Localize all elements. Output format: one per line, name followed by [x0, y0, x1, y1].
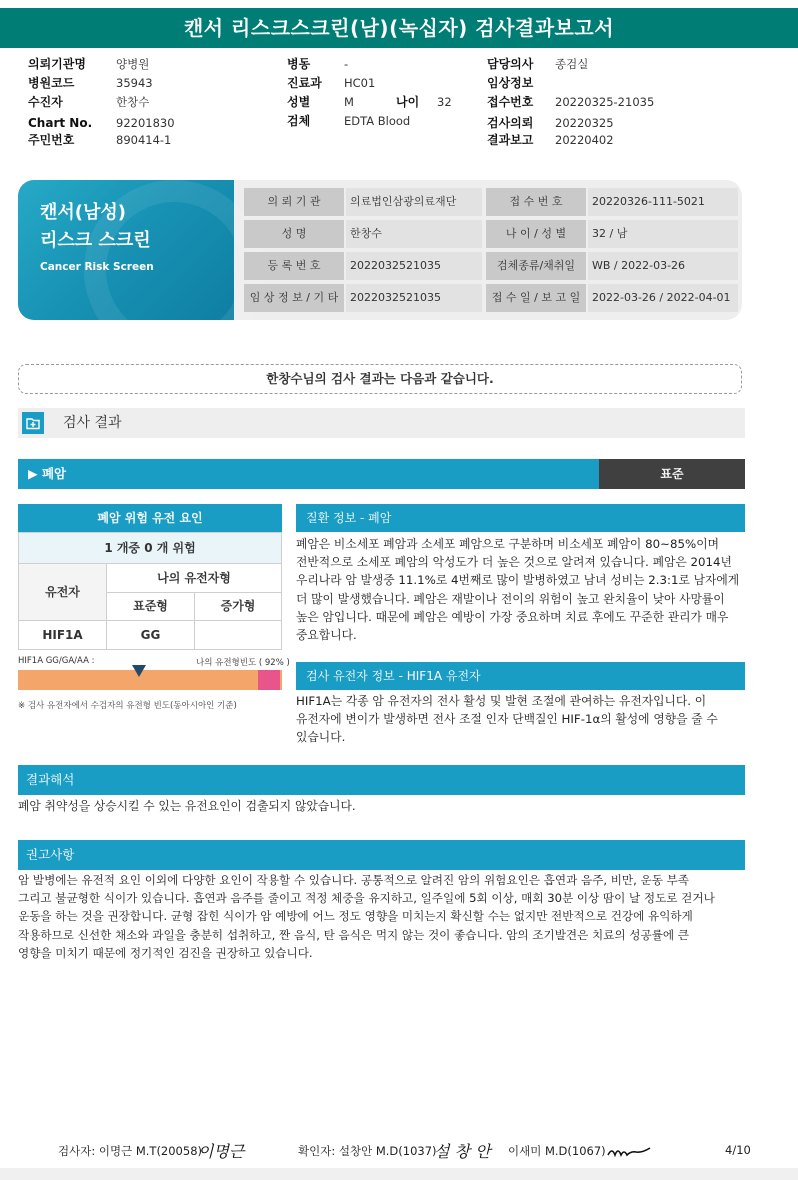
label-patient: 수진자 — [28, 95, 63, 109]
label-resident-no: 주민번호 — [28, 133, 75, 147]
brand-subtitle: Cancer Risk Screen — [40, 261, 154, 273]
recommendation-header: 권고사항 — [18, 840, 745, 870]
brand-title-line2: 리스크 스크린 — [40, 230, 151, 251]
label-doctor: 담당의사 — [487, 57, 534, 71]
label-ward: 병동 — [287, 57, 311, 71]
cancer-name: ▶ 폐암 — [18, 459, 599, 489]
confirmer-credit: 확인자: 설창안 M.D(1037) — [298, 1144, 437, 1158]
second-signature-icon — [606, 1143, 652, 1161]
label-sex: 성별 — [287, 95, 311, 109]
grid-value-institution: 의료법인삼광의료재단 — [346, 188, 482, 216]
recommendation-line: 암 발병에는 유전적 요인 이외에 다양한 요인이 작용할 수 있습니다. 공통적으로 알려진 암의 위험요인은 흡연과 음주, 비만, 운동 부족 — [18, 873, 689, 887]
disease-line: 폐암은 비소세포 폐암과 소세포 폐암으로 구분하며 비소세포 폐암이 80~85%이며 — [296, 537, 719, 551]
gene-info-text — [296, 692, 718, 747]
grid-value-reg-no: 2022032521035 — [346, 252, 482, 280]
report-title: 캔서 리스크스크린(남)(녹십자) 검사결과보고서 — [0, 8, 798, 48]
label-age: 나이 — [396, 95, 420, 109]
disease-info-header: 질환 정보 - 폐암 — [296, 504, 745, 532]
row-standard-genotype: GG — [106, 620, 195, 650]
interpretation-text: 폐암 취약성을 상승시킬 수 있는 유전요인이 검출되지 않았습니다. — [18, 799, 356, 813]
label-receipt-no: 접수번호 — [487, 95, 534, 109]
value-institution: 양병원 — [116, 57, 150, 71]
result-summary: 한창수님의 검사 결과는 다음과 같습니다. — [18, 364, 742, 394]
freq-my-label: 나의 유전형빈도 ( 92% ) — [196, 658, 290, 668]
label-result-report: 결과보고 — [487, 133, 534, 147]
value-department: HC01 — [344, 76, 376, 90]
freq-gene-label: HIF1A GG/GA/AA : — [18, 656, 95, 666]
value-test-request: 20220325 — [555, 116, 614, 130]
bottom-strip — [0, 1168, 798, 1180]
label-test-request: 검사의뢰 — [487, 116, 534, 130]
section-title-text: 검사 결과 — [63, 415, 122, 431]
disease-line: 전반적으로 소세포 폐암의 악성도가 더 높은 것으로 알려져 있습니다. 폐암은 2014년 — [296, 555, 732, 570]
value-doctor: 종검실 — [555, 57, 589, 71]
col-my-genotype: 나의 유전자형 — [106, 563, 282, 593]
gene-table-header: 폐암 위험 유전 요인 — [18, 504, 282, 532]
confirmer-signature: 설 창 안 — [434, 1142, 491, 1161]
risk-count: 1 개중 0 개 위험 — [18, 532, 282, 564]
value-age: 32 — [437, 95, 452, 109]
row-gene-name: HIF1A — [18, 620, 107, 650]
examiner-signature: 이명근 — [198, 1142, 245, 1161]
label-department: 진료과 — [287, 76, 322, 90]
cancer-type-bar — [18, 459, 745, 489]
patient-header — [28, 55, 788, 155]
gene-info-header: 검사 유전자 정보 - HIF1A 유전자 — [296, 662, 745, 690]
frequency-note: ※ 검사 유전자에서 수검자의 유전형 빈도(동아시아인 기준) — [18, 701, 237, 711]
frequency-segment-high — [258, 670, 280, 690]
grid-label-specimen: 검체종류/채취일 — [486, 252, 586, 280]
label-specimen: 검체 — [287, 114, 311, 128]
label-clinical-info: 임상정보 — [487, 76, 534, 90]
grid-value-dates: 2022-03-26 / 2022-04-01 — [588, 284, 738, 312]
value-specimen: EDTA Blood — [344, 114, 411, 128]
grid-label-reg-no: 등 록 번 호 — [244, 252, 344, 280]
grid-label-institution: 의 뢰 기 관 — [244, 188, 344, 216]
brand-panel — [18, 180, 234, 320]
value-hospital-code: 35943 — [116, 76, 153, 90]
value-resident-no: 890414-1 — [116, 133, 172, 147]
grid-value-age-sex: 32 / 남 — [588, 220, 738, 248]
value-sex: M — [344, 95, 354, 109]
section-test-results — [18, 408, 745, 438]
disease-line: 높은 암입니다. 때문에 폐암은 예방이 가장 중요하며 치료 후에도 꾸준한 관리가 매우 — [296, 609, 729, 624]
gene-line: 있습니다. — [296, 730, 346, 745]
page-number: 4/10 — [725, 1143, 751, 1157]
grid-label-name: 성 명 — [244, 220, 344, 248]
recommendation-line: 작용하므로 신선한 채소와 과일을 충분히 섭취하고, 짠 음식, 탄 음식은 먹지 않는 것이 좋습니다. 암의 조기발견은 치료의 성공률에 큰 — [18, 927, 689, 942]
label-chart-no: Chart No. — [28, 116, 93, 130]
examiner-credit: 검사자: 이명근 M.T(20058) — [58, 1144, 202, 1158]
cancer-status-badge: 표준 — [599, 459, 745, 489]
grid-value-name: 한창수 — [346, 220, 482, 248]
recommendation-text — [18, 871, 715, 962]
disease-line: 우리나라 암 발생중 11.1%로 4번째로 많이 발병하였고 남녀 성비는 2.3:1로 남자에게 — [296, 573, 740, 588]
label-hospital-code: 병원코드 — [28, 76, 75, 90]
frequency-bar — [18, 670, 282, 690]
disease-line: 중요합니다. — [296, 628, 357, 643]
disease-line: 더 많이 발생했습니다. 폐암은 재발이나 전이의 위험이 높고 완치율이 낮아 사망률이 — [296, 591, 725, 606]
value-patient: 한창수 — [116, 95, 150, 109]
value-ward: - — [344, 57, 349, 71]
col-increased: 증가형 — [194, 592, 282, 621]
gene-line: 유전자에 변이가 발생하면 전사 조절 인자 단백질인 HIF-1α의 활성에 영향을 줄 수 — [296, 712, 718, 727]
second-confirmer-credit: 이새미 M.D(1067) — [508, 1144, 606, 1158]
brand-title-line1: 캔서(남성) — [40, 202, 127, 223]
recommendation-line: 영향을 미치기 때문에 정기적인 검진을 권장하고 있습니다. — [18, 945, 313, 960]
value-result-report: 20220402 — [555, 133, 614, 147]
grid-label-dates: 접 수 일 / 보 고 일 — [486, 284, 586, 312]
grid-label-clinical: 임 상 정 보 / 기 타 — [244, 284, 344, 312]
grid-value-clinical: 2022032521035 — [346, 284, 482, 312]
value-receipt-no: 20220325-21035 — [555, 95, 655, 109]
interpretation-header: 결과해석 — [18, 765, 745, 795]
frequency-pointer — [132, 665, 146, 677]
disease-info-text — [296, 535, 739, 644]
info-grid — [244, 188, 738, 312]
grid-value-specimen: WB / 2022-03-26 — [588, 252, 738, 280]
folder-icon — [22, 412, 44, 434]
gene-line: HIF1A는 각종 암 유전자의 전사 활성 및 발현 조절에 관여하는 유전자입니다. 이 — [296, 694, 707, 708]
recommendation-line: 그리고 불균형한 식이가 있습니다. 흡연과 음주를 줄이고 적정 체중을 유지하고, 일주일에 5회 이상, 매회 30분 이상 땀이 날 정도로 걷거나 — [18, 891, 715, 906]
grid-value-receipt: 20220326-111-5021 — [588, 188, 738, 216]
grid-label-receipt: 접 수 번 호 — [486, 188, 586, 216]
grid-label-age-sex: 나 이 / 성 별 — [486, 220, 586, 248]
info-card — [18, 180, 742, 320]
value-chart-no: 92201830 — [116, 116, 175, 130]
col-standard: 표준형 — [106, 592, 195, 621]
col-gene: 유전자 — [18, 563, 107, 621]
recommendation-line: 운동을 하는 것을 권장합니다. 균형 잡힌 식이가 암 예방에 어느 정도 영향을 미치는지 확신할 수는 없지만 전반적으로 건강에 유익하게 — [18, 909, 693, 924]
label-institution: 의뢰기관명 — [28, 57, 86, 71]
row-increased-genotype — [194, 620, 282, 650]
